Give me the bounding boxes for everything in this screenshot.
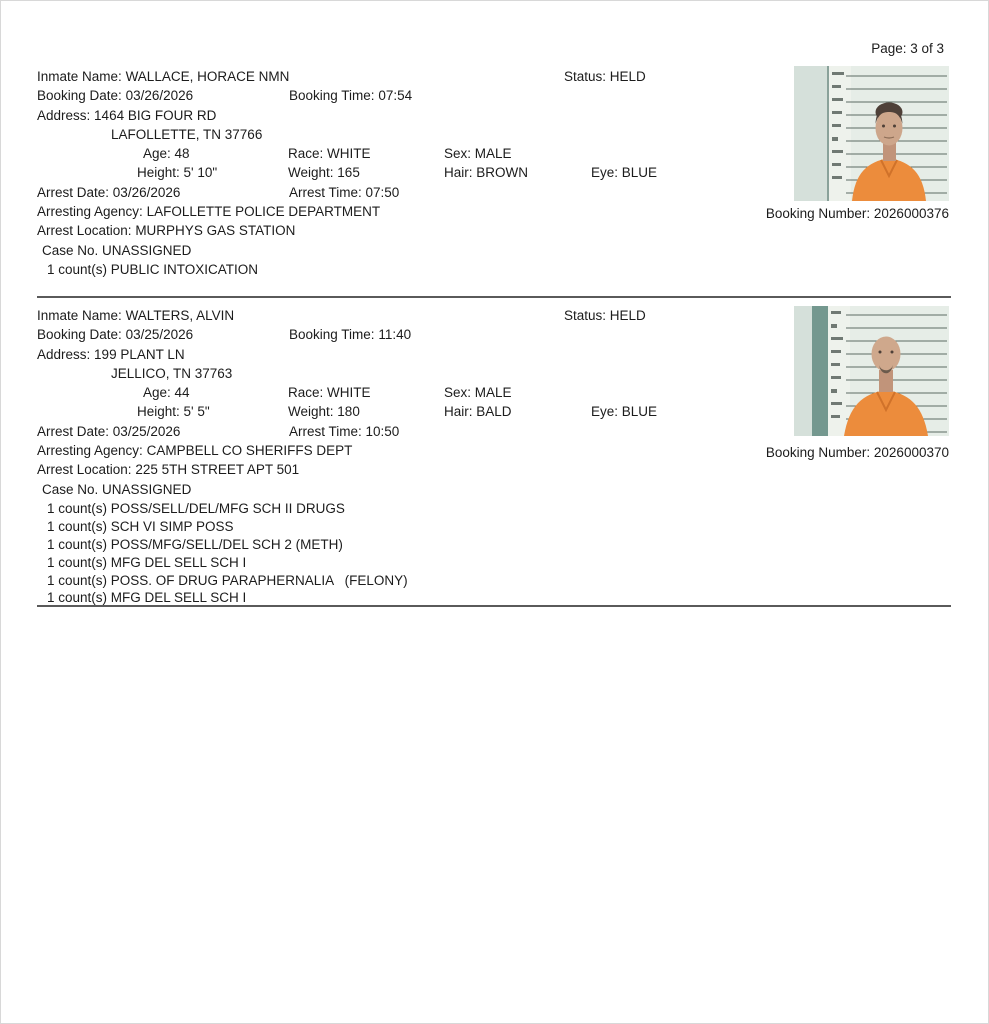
height-value: 5' 5" <box>183 404 210 420</box>
race-value: WHITE <box>327 385 371 401</box>
address-line1-value: 1464 BIG FOUR RD <box>94 107 217 123</box>
charge-item: 1 count(s) POSS/MFG/SELL/DEL SCH 2 (METH) <box>47 536 343 552</box>
booking-number <box>577 206 949 221</box>
address-line2-value: JELLICO, TN 37763 <box>111 365 233 381</box>
booking-number-label: Booking Number: <box>765 206 871 221</box>
inmate-name-field <box>37 308 234 323</box>
case-no-value: UNASSIGNED <box>102 242 192 258</box>
hair-label: Hair: <box>444 404 473 420</box>
arresting-agency-field <box>37 443 352 458</box>
arrest-location-value: MURPHYS GAS STATION <box>135 223 296 239</box>
case-no-value: UNASSIGNED <box>102 481 192 497</box>
hair-field <box>444 404 512 419</box>
booking-number-value: 2026000376 <box>873 206 949 221</box>
booking-date-value: 03/25/2026 <box>125 327 194 343</box>
age-field <box>143 385 190 400</box>
eye-value: BLUE <box>621 404 658 420</box>
age-label: Age: <box>143 385 171 401</box>
eye-label: Eye: <box>591 165 619 181</box>
height-field <box>137 404 210 419</box>
charge-item: 1 count(s) PUBLIC INTOXICATION <box>47 261 259 277</box>
eye-field <box>591 404 657 419</box>
charge-item: 1 count(s) POSS/SELL/DEL/MFG SCH II DRUGS <box>47 500 345 516</box>
charge-item: 1 count(s) MFG DEL SELL SCH I <box>47 554 247 570</box>
case-field <box>42 243 191 258</box>
hair-field <box>444 165 528 180</box>
arrest-time-label: Arrest Time: <box>289 423 362 439</box>
status-field <box>564 308 646 323</box>
sex-label: Sex: <box>444 146 472 162</box>
mugshot-photo <box>794 66 949 201</box>
booking-date-value: 03/26/2026 <box>125 88 194 104</box>
eye-value: BLUE <box>621 165 658 181</box>
case-row <box>37 482 951 501</box>
inmate-name-field <box>37 69 289 84</box>
arresting-agency-value: CAMPBELL CO SHERIFFS DEPT <box>146 443 353 459</box>
inmate-name-value: WALTERS, ALVIN <box>125 308 235 323</box>
sex-value: MALE <box>474 385 512 401</box>
charge-item: 1 count(s) SCH VI SIMP POSS <box>47 518 234 534</box>
sex-value: MALE <box>474 146 512 162</box>
arrest-time-label: Arrest Time: <box>289 184 362 200</box>
arrest-date-value: 03/26/2026 <box>112 184 181 200</box>
record-separator <box>37 605 951 607</box>
address-line2-value: LAFOLLETTE, TN 37766 <box>111 126 263 142</box>
race-value: WHITE <box>327 146 371 162</box>
height-label: Height: <box>137 165 180 181</box>
status-value: HELD <box>609 308 646 323</box>
weight-value: 165 <box>337 165 360 181</box>
arresting-agency-label: Arresting Agency: <box>37 204 143 220</box>
height-value: 5' 10" <box>183 165 218 181</box>
case-no-label: Case No. <box>42 242 99 258</box>
eye-field <box>591 165 657 180</box>
case-field <box>42 482 191 497</box>
mugshot-illustration <box>794 66 949 201</box>
arresting-agency-field <box>37 204 380 219</box>
charges-list <box>37 501 951 608</box>
page-number: Page: 3 of 3 <box>871 41 944 56</box>
arrest-time-field <box>289 185 399 200</box>
hair-value: BALD <box>476 404 512 420</box>
inmate-name-label: Inmate Name: <box>37 69 122 84</box>
charge-item: 1 count(s) POSS. OF DRUG PARAPHERNALIA (FELONY) <box>47 572 408 588</box>
age-value: 44 <box>174 385 190 401</box>
age-field <box>143 146 190 161</box>
age-label: Age: <box>143 146 171 162</box>
status-field <box>564 69 646 84</box>
booking-date-label: Booking Date: <box>37 327 122 343</box>
sex-field <box>444 146 512 161</box>
hair-label: Hair: <box>444 165 473 181</box>
arrest-location-field <box>37 462 299 477</box>
booking-number-label: Booking Number: <box>765 445 871 460</box>
age-value: 48 <box>174 146 190 162</box>
weight-field <box>288 165 360 180</box>
mugshot-photo <box>794 306 949 436</box>
weight-field <box>288 404 360 419</box>
arrest-date-field <box>37 424 180 439</box>
status-value: HELD <box>609 69 646 84</box>
arrest-time-field <box>289 424 399 439</box>
booking-date-field <box>37 88 193 103</box>
record-separator <box>37 296 951 298</box>
arrest-date-field <box>37 185 180 200</box>
booking-date-label: Booking Date: <box>37 88 122 104</box>
arrest-location-value: 225 5TH STREET APT 501 <box>135 462 300 478</box>
arresting-agency-value: LAFOLLETTE POLICE DEPARTMENT <box>146 204 381 220</box>
booking-time-field <box>289 88 412 103</box>
height-label: Height: <box>137 404 180 420</box>
race-label: Race: <box>288 146 324 162</box>
race-label: Race: <box>288 385 324 401</box>
eye-label: Eye: <box>591 404 619 420</box>
address-line1-value: 199 PLANT LN <box>94 346 185 362</box>
arresting-agency-label: Arresting Agency: <box>37 443 143 459</box>
address-label: Address: <box>37 107 91 123</box>
booking-time-value: 11:40 <box>378 327 412 343</box>
sex-field <box>444 385 512 400</box>
case-no-label: Case No. <box>42 481 99 497</box>
height-field <box>137 165 217 180</box>
weight-label: Weight: <box>288 404 334 420</box>
arrest-date-label: Arrest Date: <box>37 423 110 439</box>
arrest-date-label: Arrest Date: <box>37 184 110 200</box>
sex-label: Sex: <box>444 385 472 401</box>
booking-time-value: 07:54 <box>378 88 413 104</box>
arrest-location-label: Arrest Location: <box>37 462 132 478</box>
booking-number-value: 2026000370 <box>873 445 949 460</box>
charges-list <box>37 262 951 280</box>
case-row <box>37 243 951 262</box>
inmate-name-value: WALLACE, HORACE NMN <box>125 69 290 84</box>
address-field <box>37 108 216 123</box>
status-label: Status: <box>564 308 607 323</box>
booking-time-label: Booking Time: <box>289 88 375 104</box>
hair-value: BROWN <box>476 165 529 181</box>
arrest-time-value: 10:50 <box>365 423 400 439</box>
arrest-location-row <box>37 462 951 481</box>
inmate-record <box>37 308 951 608</box>
booking-time-label: Booking Time: <box>289 327 375 343</box>
arrest-time-value: 07:50 <box>365 184 400 200</box>
booking-time-field <box>289 327 411 342</box>
address-label: Address: <box>37 346 91 362</box>
arrest-location-row <box>37 223 951 242</box>
arrest-date-value: 03/25/2026 <box>112 423 181 439</box>
status-label: Status: <box>564 69 607 84</box>
booking-number <box>577 445 949 460</box>
inmate-record <box>37 69 951 280</box>
weight-label: Weight: <box>288 165 334 181</box>
race-field <box>288 385 371 400</box>
race-field <box>288 146 371 161</box>
charge-item: 1 count(s) MFG DEL SELL SCH I <box>47 590 247 606</box>
arrest-location-field <box>37 223 295 238</box>
booking-date-field <box>37 327 193 342</box>
weight-value: 180 <box>337 404 360 420</box>
arrest-location-label: Arrest Location: <box>37 223 132 239</box>
address-field <box>37 347 185 362</box>
inmate-name-label: Inmate Name: <box>37 308 122 323</box>
mugshot-illustration <box>794 306 949 436</box>
